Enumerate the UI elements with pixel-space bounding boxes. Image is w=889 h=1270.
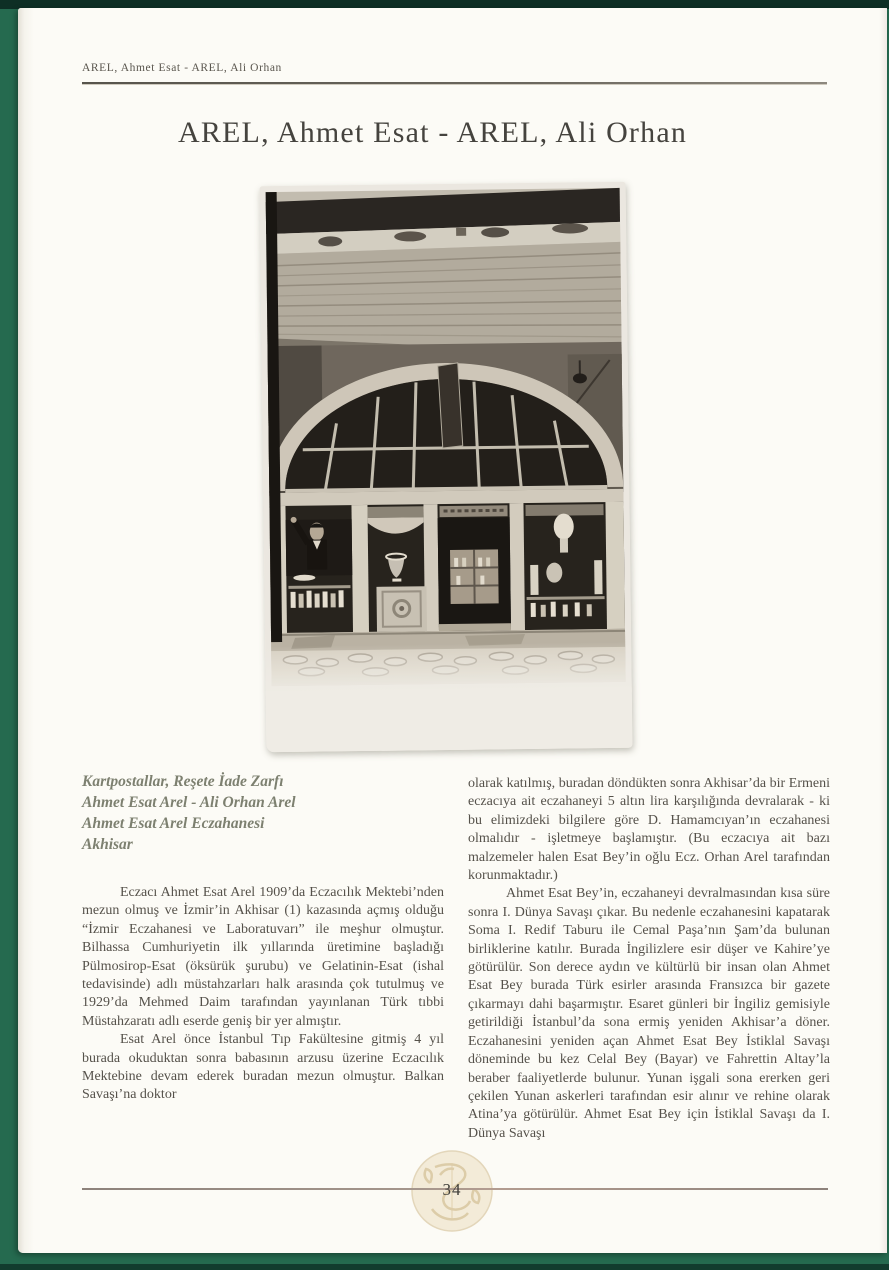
body-paragraph: Ahmet Esat Bey’in, eczahaneyi devralmasından kısa süre sonra I. Dünya Savaşı çıkar. Bu nedenle eczahanesini kapatarak Soma I. Redif Taburu ile Cemal Paşa’nın Şam’da bulunan birliklerine katılır. Burada İngilizlere esir düşer ve Kahire’ye götürülür. Son derece aydın ve kültürlü bir insan olan Ahmet Esat Bey burada Türk esirler arasında Fransızca bir gazete çıkarmayı dahi başarmıştır. Esaret günleri bir İngiliz gemisiyle getirildiği İstanbul’da sona ermiş yeniden Akhisar’a döner. Eczahanesini yeniden açan Ahmet Esat Bey İstiklal Savaşı döneminde bu kez Celal Bey (Bayar) ve Fahrettin Altay’la beraber faaliyetlerde bulunur. Yunan işgali sona ererken geri çekilen Yunan askerleri tarafından esir alınır ve rehine olarak Atina’ya götürülür. Ahmet Esat Bey için İstiklal Savaşı da I. Dünya Savaşı bbox=[468, 886, 830, 1141]
body-paragraph: olarak katılmış, buradan döndükten sonra Akhisar’da bir Ermeni eczacıya ait eczahaneyi 5 altın lira karşılığında devralarak - ki bu elimizdeki bilgilere göre D. Hamamcıyan’ın eczahanesi olmalıdır - işletmeye başlamıştır. (Bu eczacıya ait bazı malzemeler halen Esat Bey’in oğlu Ecz. Orhan Arel tarafından korunmaktadır.) bbox=[468, 776, 830, 884]
page-number: 34 bbox=[442, 1180, 462, 1199]
page-gutter-shading bbox=[18, 8, 34, 1253]
running-header: AREL, Ahmet Esat - AREL, Ali Orhan bbox=[82, 62, 282, 74]
book-page bbox=[18, 8, 887, 1253]
header-rule bbox=[82, 82, 827, 85]
caption-line: Ahmet Esat Arel - Ali Orhan Arel bbox=[82, 794, 296, 811]
body-paragraph: Esat Arel önce İstanbul Tıp Fakültesine gitmiş 4 yıl burada okuduktan sonra babasının arzusu üzerine Eczacılık Mektebine devam ederek buradan mezun olmuştur. Balkan Savaşı’na doktor bbox=[82, 1032, 444, 1103]
page-title: AREL, Ahmet Esat - AREL, Ali Orhan bbox=[177, 116, 688, 149]
body-paragraph: Eczacı Ahmet Esat Arel 1909’da Eczacılık Mektebi’nden mezun olmuş ve İzmir’in Akhisar (1) kazasında açmış olduğu “İzmir Eczahanesi ve Laboratuvarı” ile meşhur olmuştur. Bilhassa Cumhuriyetin ilk yıllarında üretimine başladığı Pülmosirop-Esat (öksürük şurubu) ve Gelatinin-Esat (ishal tedavisinde) adlı müstahzarları halk arasında çok tutulmuş ve 1929’da Mehmed Daim tarafından yayınlanan Türk tıbbi Müstahzaratı adlı eserde geniş bir yer almıştır. bbox=[82, 885, 444, 1029]
page-edge-shading bbox=[879, 8, 887, 1253]
caption-line: Kartpostallar, Reşete İade Zarfı bbox=[82, 773, 284, 790]
photo-caption bbox=[82, 771, 442, 855]
storefront-photo bbox=[260, 182, 633, 752]
book-cover-edge-bottom bbox=[0, 1264, 889, 1270]
caption-line: Akhisar bbox=[82, 836, 133, 853]
caption-line: Ahmet Esat Arel Eczahanesi bbox=[82, 815, 265, 832]
left-text-column bbox=[82, 884, 444, 1105]
right-text-column bbox=[468, 775, 830, 1143]
storefront-photo-drawing bbox=[260, 182, 633, 752]
